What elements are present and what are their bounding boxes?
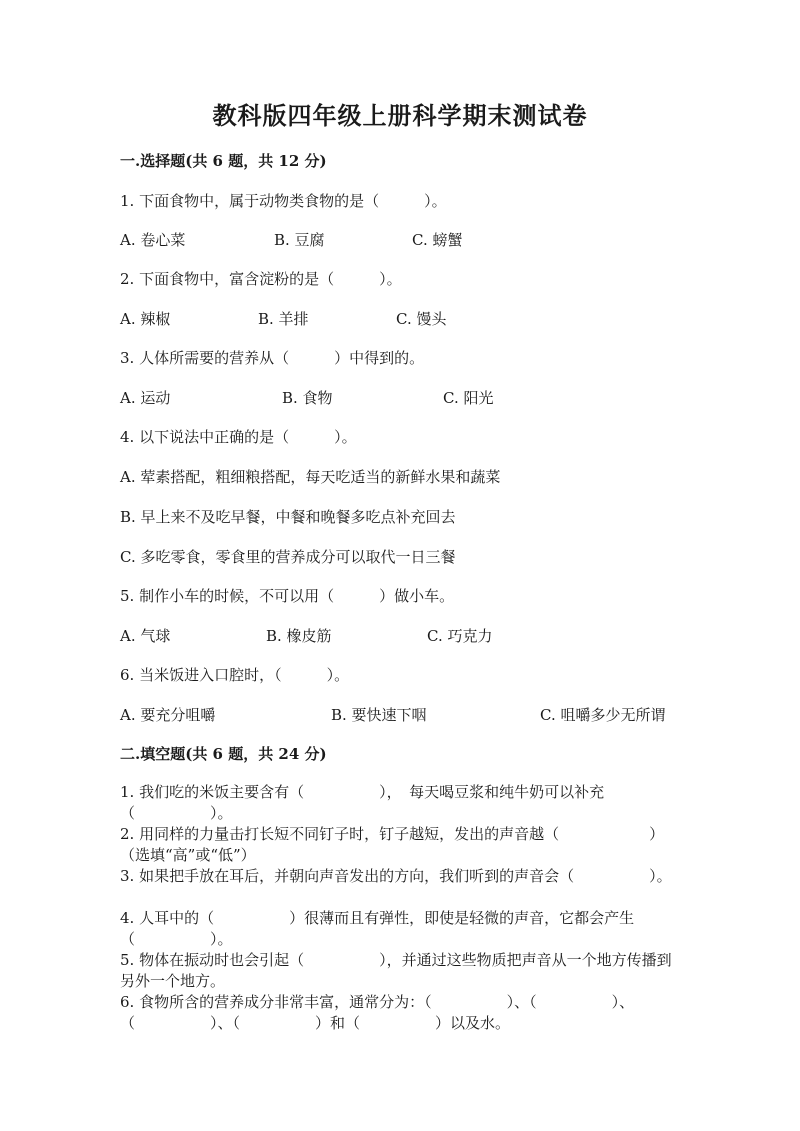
option-c: C. 阳光 <box>443 389 494 407</box>
option-a: A. 要充分咀嚼 <box>120 706 216 724</box>
question-stem: 6. 当米饭进入口腔时，（ ）。 <box>120 666 350 684</box>
question-stem: 3. 人体所需要的营养从（ ）中得到的。 <box>120 349 425 367</box>
option-c: C. 馒头 <box>396 310 447 328</box>
option-a: A. 卷心菜 <box>120 231 186 249</box>
option-c: C. 多吃零食，零食里的营养成分可以取代一日三餐 <box>120 548 456 566</box>
option-c: C. 咀嚼多少无所谓 <box>540 706 666 724</box>
option-b: B. 豆腐 <box>274 231 325 249</box>
fill-question: 3. 如果把手放在耳后，并朝向声音发出的方向，我们听到的声音会（ ）。 <box>120 867 672 885</box>
option-a: A. 运动 <box>120 389 171 407</box>
option-a: A. 气球 <box>120 627 171 645</box>
section-heading-choice: 一.选择题(共 6 题，共 12 分) <box>120 152 327 170</box>
question-stem: 5. 制作小车的时候，不可以用（ ）做小车。 <box>120 587 455 605</box>
option-c: C. 螃蟹 <box>412 231 463 249</box>
option-a: A. 辣椒 <box>120 310 171 328</box>
fill-question: 2. 用同样的力量击打长短不同钉子时，钉子越短，发出的声音越（ ）（选填“高”或“低”） <box>120 825 665 864</box>
option-b: B. 早上来不及吃早餐，中餐和晚餐多吃点补充回去 <box>120 508 456 526</box>
section-heading-fill: 二.填空题(共 6 题，共 24 分) <box>120 745 327 763</box>
option-c: C. 巧克力 <box>427 627 493 645</box>
fill-question: 5. 物体在振动时也会引起（ ），并通过这些物质把声音从一个地方传播到另外一个地方。 <box>120 951 672 990</box>
question-stem: 4. 以下说法中正确的是（ ）。 <box>120 428 357 446</box>
fill-question: 6. 食物所含的营养成分非常丰富，通常分为：（ ）、（ ）、（ ）、（ ）和（ ）以及水。 <box>120 993 635 1032</box>
option-a: A. 荤素搭配，粗细粮搭配，每天吃适当的新鲜水果和蔬菜 <box>120 468 501 486</box>
question-stem: 1. 下面食物中，属于动物类食物的是（ ）。 <box>120 192 447 210</box>
option-b: B. 橡皮筋 <box>266 627 332 645</box>
option-b: B. 羊排 <box>258 310 309 328</box>
page-title: 教科版四年级上册科学期末测试卷 <box>212 101 588 130</box>
question-stem: 2. 下面食物中，富含淀粉的是（ ）。 <box>120 270 402 288</box>
option-b: B. 要快速下咽 <box>331 706 427 724</box>
option-b: B. 食物 <box>282 389 333 407</box>
fill-question: 1. 我们吃的米饭主要含有（ ）， 每天喝豆浆和纯牛奶可以补充（ ）。 <box>120 783 605 822</box>
fill-question: 4. 人耳中的（ ）很薄而且有弹性，即使是轻微的声音，它都会产生（ ）。 <box>120 909 635 948</box>
